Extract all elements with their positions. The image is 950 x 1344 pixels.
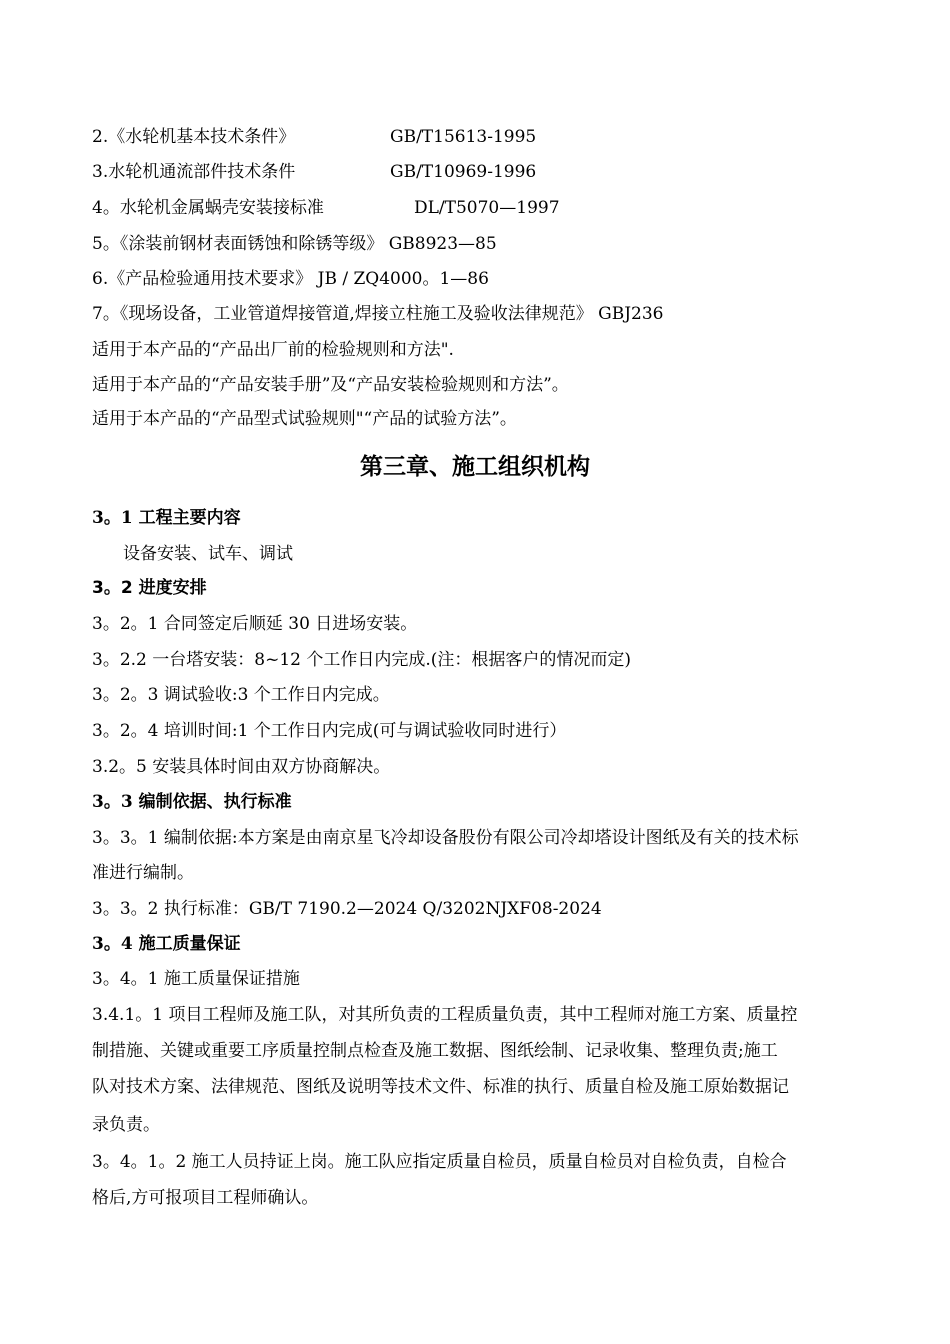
reference-item: 2.《水轮机基本技术条件》 — [92, 127, 296, 147]
schedule-item: 3。2。3 调试验收:3 个工作日内完成。 — [92, 685, 390, 705]
subsection-heading: 3。4。1 施工质量保证措施 — [92, 969, 300, 989]
paragraph-line: 制措施、关键或重要工序质量控制点检查及施工数据、图纸绘制、记录收集、整理负责;施工 — [92, 1041, 778, 1061]
reference-item: 5。《涂装前钢材表面锈蚀和除锈等级》 GB8923—85 — [92, 234, 497, 254]
section-heading-3-4: 3。4 施工质量保证 — [92, 934, 241, 954]
section-heading-text: 进度安排 — [132, 578, 207, 598]
standard-line: 3。3。2 执行标准：GB/T 7190.2—2024 Q/3202NJXF08-2024 — [92, 899, 602, 919]
section-heading-3-2 — [92, 577, 207, 599]
reference-code: GB/T10969-1996 — [390, 162, 537, 182]
paragraph-line: 录负责。 — [92, 1115, 160, 1135]
basis-line: 3。3。1 编制依据:本方案是由南京星飞冷却设备股份有限公司冷却塔设计图纸及有关的技术标 — [92, 828, 799, 848]
paragraph-line: 3。4。1。2 施工人员持证上岗。施工队应指定质量自检员，质量自检员对自检负责，自检合 — [92, 1152, 787, 1172]
reference-item: 6.《产品检验通用技术要求》 JB / ZQ4000。1—86 — [92, 269, 489, 289]
reference-code: DL/T5070—1997 — [414, 198, 560, 218]
reference-item: 适用于本产品的“产品出厂前的检验规则和方法". — [92, 340, 454, 360]
reference-item: 适用于本产品的“产品型式试验规则"“产品的试验方法”。 — [92, 409, 517, 429]
reference-code: GB/T15613-1995 — [390, 127, 537, 147]
reference-item: 适用于本产品的“产品安装手册”及“产品安装检验规则和方法”。 — [92, 375, 569, 395]
section-number: 3。2 — [92, 578, 133, 598]
paragraph-line: 格后,方可报项目工程师确认。 — [92, 1188, 319, 1208]
schedule-item: 3。2。1 合同签定后顺延 30 日进场安装。 — [92, 614, 418, 634]
schedule-item: 3。2.2 一台塔安装：8~12 个工作日内完成.(注：根据客户的情况而定) — [92, 650, 632, 670]
paragraph-line: 队对技术方案、法律规范、图纸及说明等技术文件、标准的执行、质量自检及施工原始数据记 — [92, 1077, 789, 1097]
chapter-title: 第三章、施工组织机构 — [360, 453, 590, 480]
schedule-item: 3.2。5 安装具体时间由双方协商解决。 — [92, 757, 391, 777]
section-heading-3-1: 3。1 工程主要内容 — [92, 508, 241, 528]
schedule-item: 3。2。4 培训时间:1 个工作日内完成(可与调试验收同时进行） — [92, 721, 567, 741]
basis-line: 准进行编制。 — [92, 863, 194, 883]
paragraph-line: 3.4.1。1 项目工程师及施工队，对其所负责的工程质量负责，其中工程师对施工方案、质量控 — [92, 1005, 798, 1025]
reference-item: 7。《现场设备，工业管道焊接管道,焊接立柱施工及验收法律规范》 GBJ236 — [92, 304, 664, 324]
reference-item: 3.水轮机通流部件技术条件 — [92, 162, 296, 182]
section-3-1-body: 设备安装、试车、调试 — [123, 544, 293, 564]
section-heading-3-3: 3。3 编制依据、执行标准 — [92, 792, 292, 812]
reference-item: 4。水轮机金属蜗壳安装接标准 — [92, 198, 324, 218]
